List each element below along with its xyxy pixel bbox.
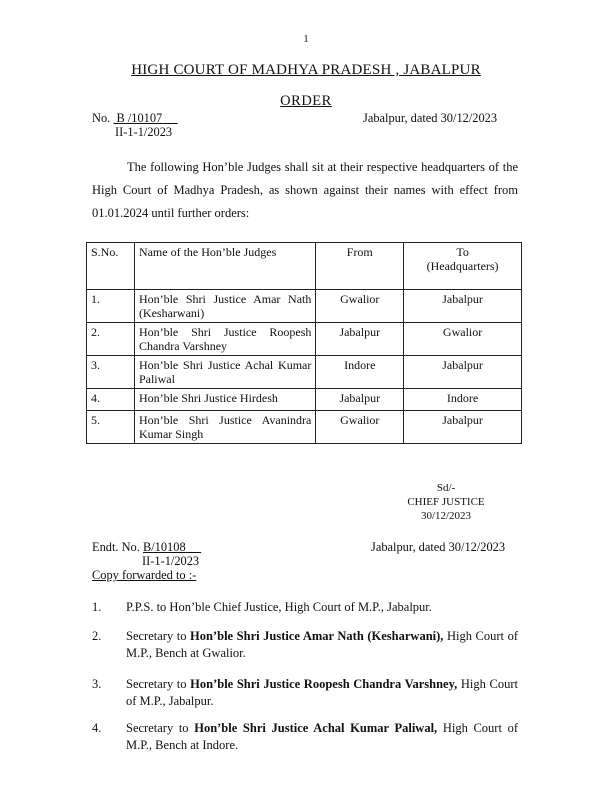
table-row [87, 323, 522, 356]
copy-forwarded-heading: Copy forwarded to :- [92, 568, 197, 582]
intro-paragraph: The following Hon’ble Judges shall sit at their respective headquarters of the High Court of Madhya Pradesh, as shown against their names with effect from 01.01.2024 until further orders: [92, 160, 518, 220]
table-row [87, 290, 522, 323]
order-file-ref: II-1-1/2023 [115, 125, 173, 139]
signature-date: 30/12/2023 [420, 510, 472, 522]
judge-name-bold: Hon’ble Shri Justice Roopesh Chandra Varshney, [190, 677, 458, 691]
table-row [87, 411, 522, 444]
page-number: 1 [303, 33, 309, 45]
row-sno: 5. [87, 411, 135, 444]
row-to: Jabalpur [404, 411, 522, 444]
table-row [87, 389, 522, 411]
copy-item-number: 4. [92, 721, 102, 735]
header-sno: S.No. [87, 243, 135, 290]
copy-item-number: 1. [92, 600, 102, 614]
copy-item-number: 2. [92, 629, 102, 643]
order-number-value: B /10107 [116, 111, 163, 125]
row-to: Gwalior [404, 323, 522, 356]
row-name: Hon’ble Shri Justice Amar Nath (Kesharwani) [134, 290, 315, 323]
header-name: Name of the Hon’ble Judges [134, 243, 315, 290]
order-place-date: Jabalpur, dated 30/12/2023 [363, 111, 498, 125]
order-title: ORDER [280, 93, 332, 109]
header-from: From [316, 243, 404, 290]
order-number-label: No. [92, 111, 111, 125]
header-to [404, 243, 522, 290]
row-to: Indore [404, 389, 522, 411]
copy-item-number: 3. [92, 677, 102, 691]
court-title: HIGH COURT OF MADHYA PRADESH , JABALPUR [131, 62, 481, 78]
row-sno: 2. [87, 323, 135, 356]
row-from: Jabalpur [316, 389, 404, 411]
endorsement-file-ref: II-1-1/2023 [142, 554, 200, 568]
judge-name-bold: Hon’ble Shri Justice Achal Kumar Paliwal, [194, 721, 438, 735]
signature-sd: Sd/- [436, 482, 456, 494]
copy-item: Secretary to Hon’ble Shri Justice Roopesh Chandra Varshney, High Court of M.P., Jabalpur. [126, 677, 518, 708]
judges-table [86, 242, 522, 444]
row-to: Jabalpur [404, 356, 522, 389]
row-name: Hon’ble Shri Justice Avanindra Kumar Singh [134, 411, 315, 444]
row-sno: 4. [87, 389, 135, 411]
row-from: Jabalpur [316, 323, 404, 356]
copy-item: Secretary to Hon’ble Shri Justice Achal Kumar Paliwal, High Court of M.P., Bench at Indore. [126, 721, 518, 752]
header-to-line1: To [456, 245, 469, 259]
row-name: Hon’ble Shri Justice Roopesh Chandra Varshney [134, 323, 315, 356]
copy-item: P.P.S. to Hon’ble Chief Justice, High Court of M.P., Jabalpur. [126, 600, 432, 614]
row-to: Jabalpur [404, 290, 522, 323]
signature-designation: CHIEF JUSTICE [407, 496, 485, 508]
row-name: Hon’ble Shri Justice Achal Kumar Paliwal [134, 356, 315, 389]
endorsement-number-value: B/10108 [142, 540, 186, 554]
endorsement-place-date: Jabalpur, dated 30/12/2023 [371, 540, 506, 554]
row-name: Hon’ble Shri Justice Hirdesh [134, 389, 315, 411]
endorsement-label: Endt. No. [92, 540, 140, 554]
header-to-line2: (Headquarters) [426, 259, 499, 273]
table-row [87, 356, 522, 389]
row-from: Gwalior [316, 290, 404, 323]
copy-item: Secretary to Hon’ble Shri Justice Amar Nath (Kesharwani), High Court of M.P., Bench at Gwalior. [126, 629, 518, 660]
judge-name-bold: Hon’ble Shri Justice Amar Nath (Kesharwani), [190, 629, 444, 643]
row-from: Gwalior [316, 411, 404, 444]
table-header-row [87, 243, 522, 290]
row-sno: 1. [87, 290, 135, 323]
row-sno: 3. [87, 356, 135, 389]
row-from: Indore [316, 356, 404, 389]
